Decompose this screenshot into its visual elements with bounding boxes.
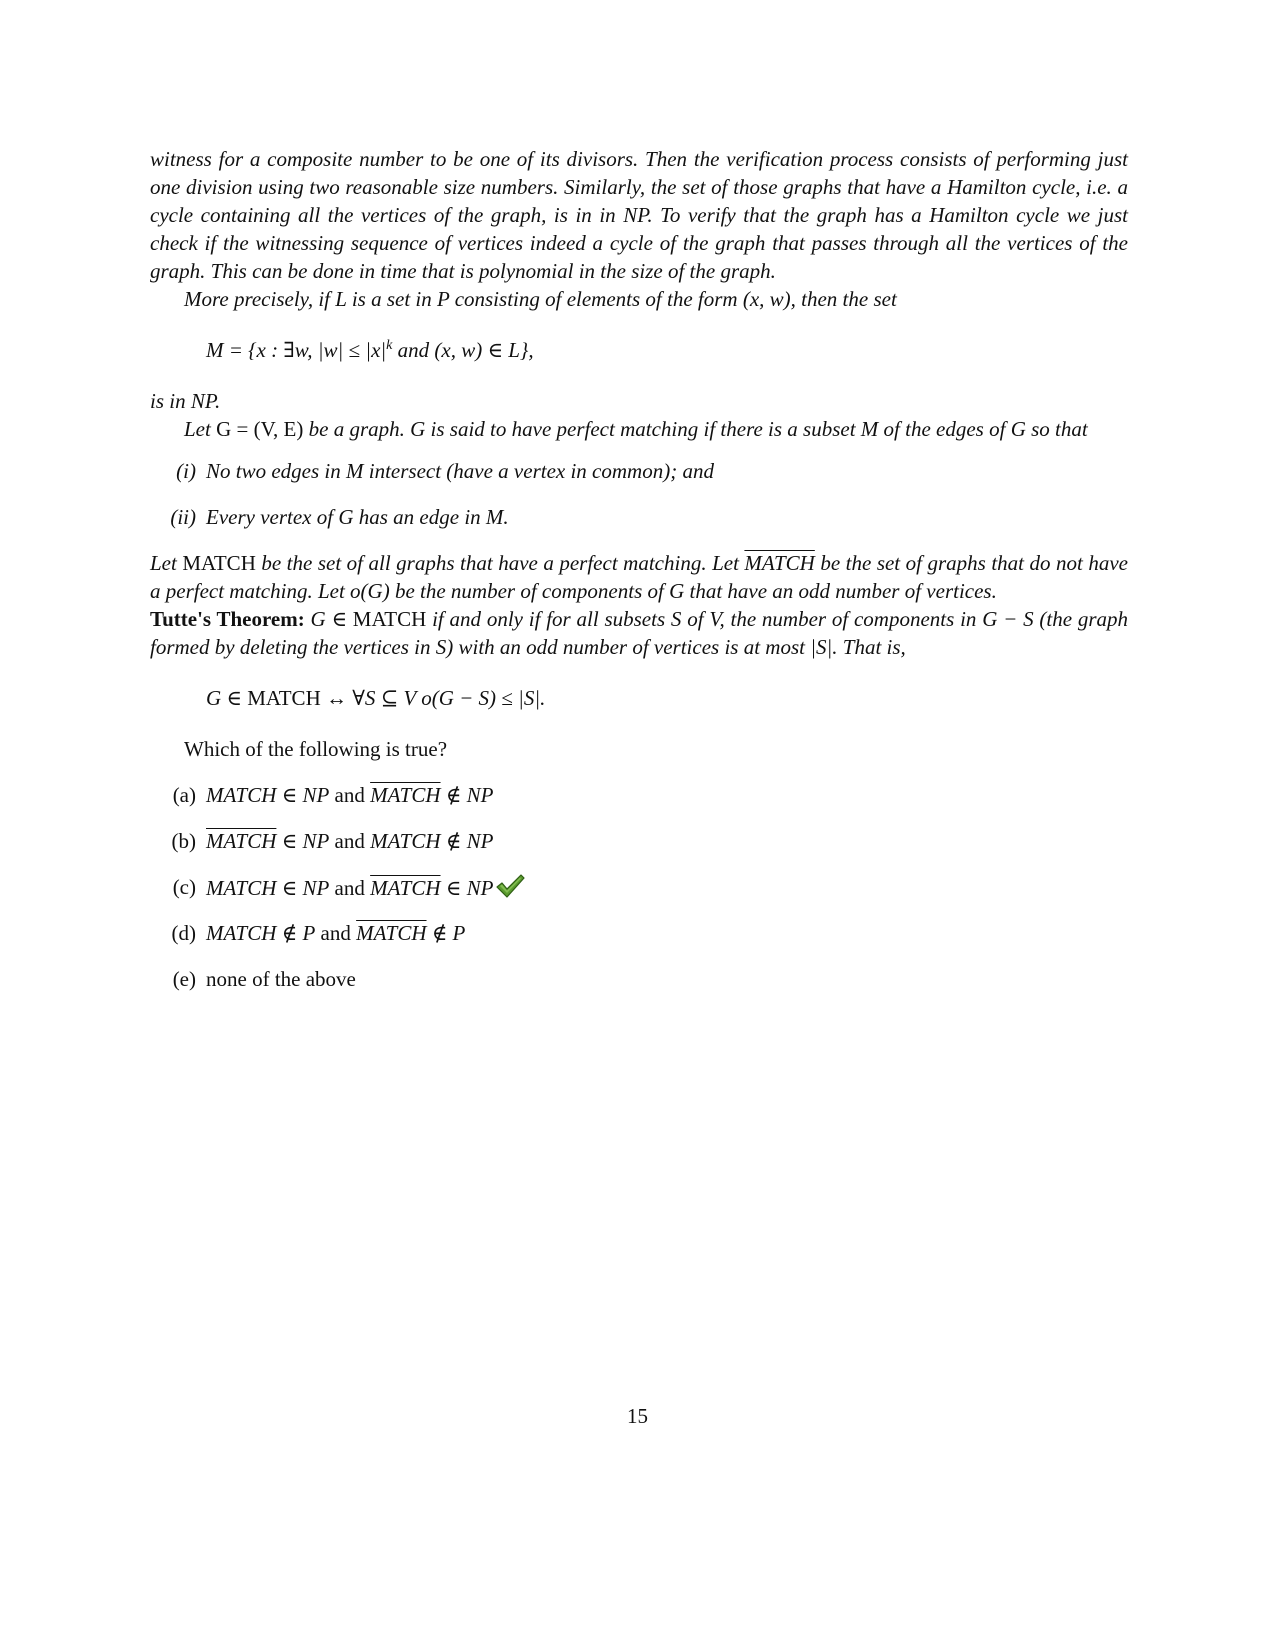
term-match: MATCH [247,686,321,710]
choice-term-1: MATCH [206,876,277,900]
term-match: MATCH [352,607,427,631]
choice-and: and [315,921,357,945]
math-G-minus-S: G − S [982,607,1034,631]
text-run: , the number of components in [719,607,983,631]
conditions-list [150,457,1128,531]
choice-term-1: MATCH [206,829,277,853]
tutte-theorem-paragraph [150,605,1128,661]
choice-and: and [329,876,371,900]
page-number: 15 [627,1404,648,1428]
math-L: L [335,287,347,311]
text-run: be the number of components of [389,579,670,603]
formula-rest: (x, w) ∈ L}, [434,338,534,362]
text-run: . That is, [832,635,906,659]
choice-rel-1: ∉ P [276,921,316,945]
text-run: of the edges of [878,417,1011,441]
choice-rel-1: ∈ NP [276,783,330,807]
question-text: Which of the following is true? [184,737,448,761]
text-run: Let [184,417,217,441]
math-pair: (x, w) [742,287,791,311]
choice-term-2: MATCH [370,876,441,900]
choice-term-1: MATCH [206,783,277,807]
math-G-in: G ∈ [304,607,353,631]
choice-text: none of the above [206,967,356,991]
text-run: More precisely, if [184,287,336,311]
math-G: G [669,579,685,603]
math-graph: G = (V, E) [216,417,304,441]
list-label: (ii) [170,505,196,529]
choice-rel-1: ∈ NP [276,829,330,853]
text-run: consisting of elements of the form [449,287,743,311]
graph-definition-paragraph [150,415,1128,443]
choice-d[interactable] [150,919,1128,947]
list-item [150,503,1128,531]
answer-choices [150,781,1128,993]
formula-and: and [392,338,435,362]
match-definitions-paragraph [150,549,1128,605]
choice-label: (b) [171,829,196,853]
text-run: ) with an odd number of vertices is at most [446,635,811,659]
math-G: G [410,417,426,441]
text-run: , then the set [790,287,897,311]
list-label: (i) [176,459,196,483]
precise-paragraph [150,285,1128,313]
math-S: S [670,607,682,631]
list-text: No two edges in M intersect (have a vertex in common); and [206,459,714,483]
choice-rel-2: ∉ NP [440,829,494,853]
text-run: be the set of graphs that do not have a perfect matching. Let [150,551,1128,603]
choice-term-2: MATCH [370,829,441,853]
choice-a[interactable] [150,781,1128,809]
text-run: Let [150,551,183,575]
formula-rest: ↔ ∀S ⊆ V o(G − S) ≤ |S|. [320,686,546,710]
choice-and: and [329,783,371,807]
text-run: of [681,607,710,631]
choice-label: (d) [171,921,196,945]
text-run: is in [150,389,191,413]
math-NP: NP [190,389,215,413]
math-G: G [1010,417,1026,441]
text-run: is a set in [346,287,437,311]
math-S: S [435,635,447,659]
list-text: Every vertex of G has an edge in M. [206,505,509,529]
intro-paragraph: witness for a composite number to be one of its divisors. Then the verification process consists of performing just one division using two reasonable size numbers. Similarly, the set of those graphs that have a Hamilton cycle, i.e. a cycle containing all the vertices of the graph, is in in NP. To verify that the graph has a Hamilton cycle we just check if the witnessing sequence of vertices indeed a cycle of the graph that passes through all the vertices of the graph. This can be done in time that is polynomial in the size of the graph. [150,147,1128,283]
choice-term-2: MATCH [370,783,441,807]
choice-rel-2: ∉ NP [440,783,494,807]
formula-tutte [206,683,1128,713]
choice-label: (a) [172,783,196,807]
formula-lhs: G ∈ [206,686,248,710]
term-match: MATCH [182,551,256,575]
text-run: (the graph formed by deleting the vertices in [150,607,1128,659]
math-oG: o(G) [350,579,390,603]
choice-rel-2: ∈ NP [440,876,494,900]
list-item [150,457,1128,485]
choice-term-2: MATCH [356,921,427,945]
text-run: that have an odd number of vertices. [684,579,997,603]
formula-set-definition [206,335,1128,365]
choice-e[interactable] [150,965,1128,993]
is-in-np-line [150,387,1128,415]
text-run: so that [1025,417,1088,441]
checkmark-icon [495,873,525,899]
choice-b[interactable] [150,827,1128,855]
theorem-title: Tutte's Theorem: [150,607,305,631]
choice-rel-1: ∈ NP [276,876,330,900]
choice-rel-2: ∉ P [426,921,466,945]
formula-exponent: k [386,338,393,353]
page-body [150,145,1128,1011]
text-run: be the set of all graphs that have a perfect matching. Let [255,551,745,575]
choice-label: (e) [172,967,196,991]
math-V: V [709,607,720,631]
text-run: be a graph. [303,417,411,441]
choice-label: (c) [172,875,196,899]
math-abs-S: |S| [810,635,833,659]
math-M: M [860,417,879,441]
formula-lhs: M = {x : ∃w, |w| ≤ |x| [206,338,387,362]
math-P: P [436,287,450,311]
text-run: . [214,389,221,413]
text-run: is said to have perfect matching if there is a subset [425,417,861,441]
text-run: if and only if for all subsets [426,607,671,631]
choice-and: and [329,829,371,853]
choice-c[interactable] [150,873,1128,901]
term-match-complement: MATCH [744,551,815,575]
choice-term-1: MATCH [206,921,277,945]
